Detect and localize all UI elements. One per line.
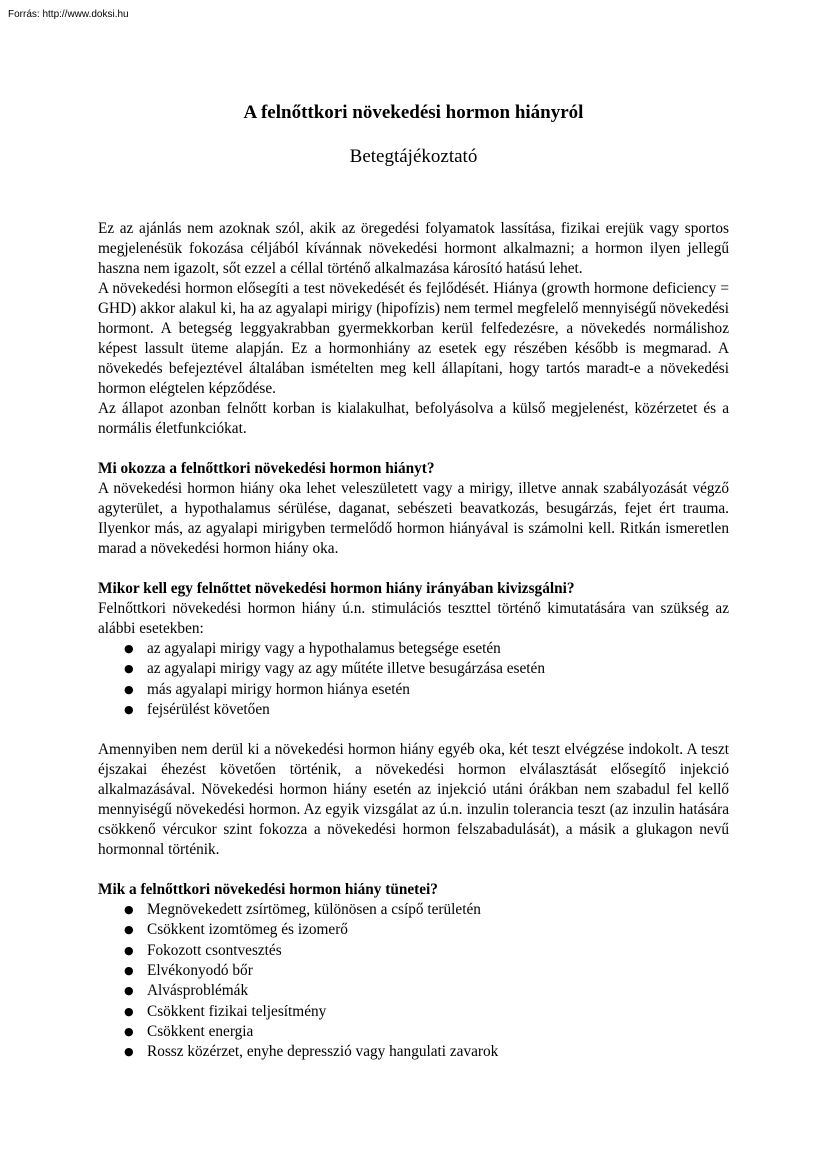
list-item: ● az agyalapi mirigy vagy a hypothalamus betegsége esetén <box>98 639 729 659</box>
list-item: ● Alvásproblémák <box>98 981 729 1001</box>
section-text-causes: A növekedési hormon hiány oka lehet veleszületett vagy a mirigy, illetve annak szabályozását végző agyterület, a hypothalamus sérülése, daganat, sebészeti beavatkozás, besugárzás, fejet ért trauma. Ilyenkor más, az agyalapi mirigyben termelődő hormon hiányával is számolni kell. Ritkán ismeretlen marad a növekedési hormon hiány oka. <box>98 480 729 557</box>
list-item: ● Fokozott csontvesztés <box>98 941 729 961</box>
intro-paragraph-2: A növekedési hormon elősegíti a test növekedését és fejlődését. Hiánya (growth hormone deficiency = GHD) akkor alakul ki, ha az agyalapi mirigy (hipofízis) nem termel megfelelő mennyiségű növekedési hormont. A betegség leggyakrabban gyermekkorban kerül felfedezésre, a növekedés normálishoz képest lassult üteme alapján. Ez a hormonhiány az esetek egy részében később is megmarad. A növekedés befejeztével általában ismételten meg kell állapítani, hogy tartós maradt-e a növekedési hormon elégtelen képződése. <box>98 280 729 397</box>
list-item: ● Megnövekedett zsírtömeg, különösen a csípő területén <box>98 900 729 920</box>
document-body <box>98 219 729 1063</box>
section-heading-symptoms: Mik a felnőttkori növekedési hormon hiány tünetei? <box>98 881 438 899</box>
list-item: ● Csökkent fizikai teljesítmény <box>98 1002 729 1022</box>
intro-paragraph-1: Ez az ajánlás nem azoknak szól, akik az öregedési folyamatok lassítása, fizikai erejük vagy sportos megjelenésük fokozása céljából kívánnak növekedési hormont alkalmazni; a hormon ilyen jellegű haszna nem igazolt, sőt ezzel a céllal történő alkalmazása károsító hatású lehet. <box>98 220 729 277</box>
bullet-dot-icon: ● <box>124 984 134 998</box>
page-title: A felnőttkori növekedési hormon hiányról <box>243 102 584 123</box>
bullet-dot-icon: ● <box>124 1004 134 1018</box>
testing-bullet-list <box>98 639 729 720</box>
bullet-dot-icon: ● <box>124 702 134 716</box>
source-line: Forrás: http://www.doksi.hu <box>8 9 129 20</box>
list-item: ● az agyalapi mirigy vagy az agy műtéte illetve besugárzása esetén <box>98 659 729 679</box>
bullet-dot-icon: ● <box>124 923 134 937</box>
list-item: ● Rossz közérzet, enyhe depresszió vagy hangulati zavarok <box>98 1042 729 1062</box>
section-heading-causes: Mi okozza a felnőttkori növekedési hormon hiányt? <box>98 460 435 477</box>
bullet-dot-icon: ● <box>124 662 134 676</box>
symptoms-bullet-list <box>98 900 729 1062</box>
list-item: ● más agyalapi mirigy hormon hiánya esetén <box>98 680 729 700</box>
bullet-dot-icon: ● <box>124 1045 134 1059</box>
list-item: ● fejsérülést követően <box>98 700 729 720</box>
page-subtitle: Betegtájékoztató <box>349 146 478 167</box>
section-text-testing-followup: Amennyiben nem derül ki a növekedési hormon hiány egyéb oka, két teszt elvégzése indokolt. A teszt éjszakai éhezést követően történik, a növekedési hormon elválasztását elősegítő injekció alkalmazásával. Növekedési hormon hiány esetén az injekció utáni órákban nem szabadul fel kellő mennyiségű növekedési hormon. Az egyik vizsgálat az ú.n. inzulin tolerancia teszt (az inzulin hatására csökkenő vércukor szint fokozza a növekedési hormon felszabadulását), a másik a glukagon nevű hormonnal történik. <box>98 741 729 859</box>
list-item: ● Csökkent izomtömeg és izomerő <box>98 920 729 940</box>
list-item: ● Elvékonyodó bőr <box>98 961 729 981</box>
intro-paragraph-3: Az állapot azonban felnőtt korban is kialakulhat, befolyásolva a külső megjelenést, közérzetet és a normális életfunkciókat. <box>98 400 729 437</box>
section-text-testing: Felnőttkori növekedési hormon hiány ú.n. stimulációs teszttel történő kimutatására van szükség az alábbi esetekben: <box>98 600 729 637</box>
list-item: ● Csökkent energia <box>98 1022 729 1042</box>
section-heading-testing: Mikor kell egy felnőttet növekedési hormon hiány irányában kivizsgálni? <box>98 580 575 597</box>
bullet-dot-icon: ● <box>124 964 134 978</box>
bullet-dot-icon: ● <box>124 1024 134 1038</box>
bullet-dot-icon: ● <box>124 682 134 696</box>
bullet-dot-icon: ● <box>124 903 134 917</box>
bullet-dot-icon: ● <box>124 943 134 957</box>
bullet-dot-icon: ● <box>124 642 134 655</box>
